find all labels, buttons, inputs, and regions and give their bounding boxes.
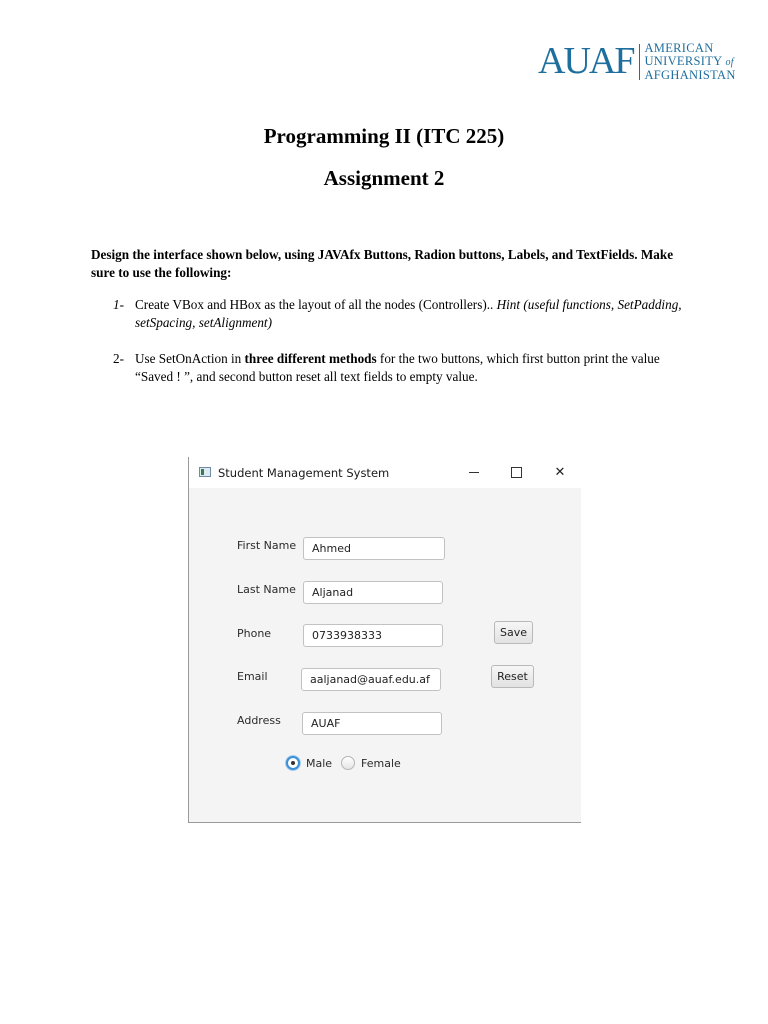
reset-button[interactable]: Reset <box>491 665 534 688</box>
first-name-label: First Name <box>237 539 297 552</box>
email-label: Email <box>237 670 268 683</box>
first-name-field[interactable]: Ahmed <box>303 537 445 560</box>
logo-line-1: AMERICAN <box>644 42 714 55</box>
logo-mark: AUAF <box>538 42 634 82</box>
list-item-body <box>135 296 695 332</box>
radio-unselected-icon <box>341 756 355 770</box>
app-window <box>188 457 581 823</box>
address-field[interactable]: AUAF <box>302 712 442 735</box>
list-item-text-after: for the two buttons, which first button print the value “Saved ! ”, and second button reset all text fields to empty value. <box>135 351 660 384</box>
list-item-number: 2- <box>113 351 124 366</box>
list-item-text-before: Use SetOnAction in <box>135 351 245 366</box>
list-item-text: Create VBox and HBox as the layout of all the nodes (Controllers).. <box>135 297 497 312</box>
logo-line-2-main: UNIVERSITY <box>644 53 722 68</box>
last-name-label: Last Name <box>237 583 296 596</box>
intro-paragraph: Design the interface shown below, using JAVAfx Buttons, Radion buttons, Labels, and TextFields. Make sure to use the following: <box>91 247 674 280</box>
list-item-body <box>135 350 695 386</box>
male-radio-label: Male <box>306 756 333 770</box>
female-radio-label: Female <box>361 756 401 770</box>
document-subtitle: Assignment 2 <box>323 166 445 190</box>
radio-selected-icon <box>286 756 300 770</box>
app-icon <box>199 467 211 477</box>
save-button[interactable]: Save <box>494 621 533 644</box>
email-field[interactable]: aaljanad@auaf.edu.af <box>301 668 441 691</box>
address-label: Address <box>237 714 281 727</box>
list-item-number: 1- <box>113 297 124 312</box>
document-title: Programming II (ITC 225) <box>263 124 505 148</box>
logo-text <box>644 42 735 82</box>
window-title: Student Management System <box>218 466 390 480</box>
female-radio[interactable] <box>341 756 401 770</box>
last-name-field[interactable]: Aljanad <box>303 581 443 604</box>
logo-divider <box>639 44 640 80</box>
auaf-logo <box>538 42 736 82</box>
maximize-icon[interactable] <box>506 464 526 482</box>
male-radio[interactable] <box>286 756 332 770</box>
list-item-bold: three different methods <box>244 351 377 366</box>
list-item-hint: Hint (useful functions, SetPadding, setSpacing, setAlignment) <box>135 297 682 330</box>
logo-line-2 <box>644 55 735 70</box>
window-titlebar <box>189 457 581 488</box>
phone-field[interactable]: 0733938333 <box>303 624 443 647</box>
phone-label: Phone <box>237 627 272 640</box>
minimize-icon[interactable] <box>464 464 484 482</box>
logo-line-2-of: of <box>725 56 734 68</box>
logo-line-3: AFGHANISTAN <box>644 68 736 82</box>
close-icon[interactable]: ✕ <box>554 465 566 480</box>
